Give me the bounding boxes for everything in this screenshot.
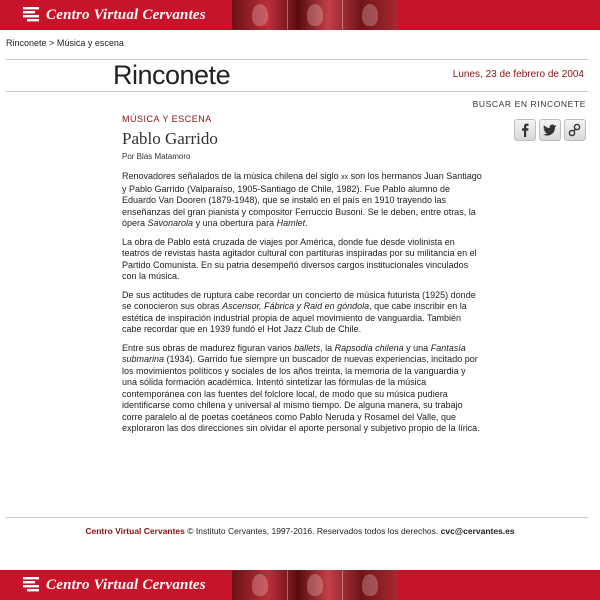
article-title: Pablo Garrido: [122, 129, 218, 148]
bottom-banner: [0, 570, 600, 600]
generic-share-icon: [568, 123, 582, 137]
header-divider-bottom: [6, 91, 588, 92]
work-title: Rapsodia chilena: [334, 342, 404, 353]
article-paragraph-4: Entre sus obras de madurez figuran varios ballets, la Rapsodia chilena y una Fantasía submarina (1934). Garrido fue siempre un buscador de nuevas experiencias, incitado por los movimientos políticos y sociales de los años treinta, la memoria de la vanguardia y una sólida formación académica. Intentó sintetizar las fórmulas de la música contemporánea con las fuentes del folclore local, de modo que su música pudiera identificarse como chilena y universal al mismo tiempo. De alguna manera, su trabajo corre paralelo al de poetas coetáneos como Pablo Neruda y Rosamel del Valle, que exploraron las dos direcciones sin olvidar el aporte personal y subjetivo propio de la lírica.: [122, 342, 480, 433]
article-paragraph-2: La obra de Pablo está cruzada de viajes por América, donde fue desde violinista en teatros de revistas hasta agitador cultural con partituras inspiradas por su militancia en el Partido Comunista. En su patria desempeñó diversos cargos institucionales vinculados con la música.: [122, 236, 477, 281]
breadcrumb-separator: >: [49, 38, 55, 48]
site-title[interactable]: Rinconete: [113, 60, 231, 90]
search-rinconete-link[interactable]: BUSCAR EN RINCONETE: [472, 99, 586, 109]
breadcrumb-home-link[interactable]: Rinconete: [6, 38, 47, 48]
century-numeral: xx: [341, 174, 349, 181]
issue-date: Lunes, 23 de febrero de 2004: [452, 69, 584, 80]
work-title: Hamlet: [276, 218, 306, 228]
cervantes-logo-icon: [22, 576, 40, 594]
top-banner: [0, 0, 600, 30]
work-title: Savonarola: [147, 218, 194, 228]
facebook-share-button[interactable]: [514, 119, 536, 141]
brand-name[interactable]: Centro Virtual Cervantes: [46, 577, 206, 593]
footer-brand-link[interactable]: Centro Virtual Cervantes: [85, 526, 185, 536]
cervantes-logo-icon: [22, 6, 40, 24]
article-paragraph-1: Renovadores señalados de la música chilena del siglo xx son los hermanos Juan Santiago y Pablo Garrido (Valparaíso, 1905-Santiago de Chile, 1982). Fue Pablo alumno de Eduardo Van Dooren (1879-1948), que se instaló en el país en 1910 trayendo las enseñanzas del gran pianista y compositor Ferruccio Busoni. Se le deben, entre otras, la ópera Savonarola y una obertura para Hamlet.: [122, 171, 482, 228]
work-titles: Ascensor, Fábrica y Raid en góndola: [222, 301, 370, 311]
section-label[interactable]: MÚSICA Y ESCENA: [122, 114, 212, 124]
banner-photo-strip: [232, 570, 398, 600]
work-title: ballets: [294, 342, 321, 353]
footer: [0, 526, 600, 536]
header-divider-top: [6, 59, 588, 60]
twitter-icon: [543, 123, 557, 137]
breadcrumb: [6, 38, 124, 48]
generic-share-button[interactable]: [564, 119, 586, 141]
footer-copyright: © Instituto Cervantes, 1997-2016. Reservados todos los derechos.: [184, 526, 441, 536]
article-paragraph-3: De sus actitudes de ruptura cabe recordar un concierto de música futurista (1925) donde se conocieron sus obras Ascensor, Fábrica y Raid en góndola, que cabe inscribir en la estética de inspiración industrial propia de aquel movimiento de vanguardia. También cabe recordar que en 1939 fundó el Hot Jazz Club de Chile.: [122, 289, 476, 334]
article-body: [122, 171, 482, 442]
banner-photo-strip: [232, 0, 398, 30]
work-title: Fantasía submarina: [122, 342, 466, 364]
footer-divider: [6, 517, 588, 518]
brand-name[interactable]: Centro Virtual Cervantes: [46, 7, 206, 23]
facebook-icon: [518, 123, 532, 137]
footer-email-link[interactable]: cvc@cervantes.es: [440, 526, 515, 536]
breadcrumb-current: Música y escena: [56, 38, 124, 48]
twitter-share-button[interactable]: [539, 119, 561, 141]
article-byline: Por Blas Matamoro: [122, 152, 191, 161]
